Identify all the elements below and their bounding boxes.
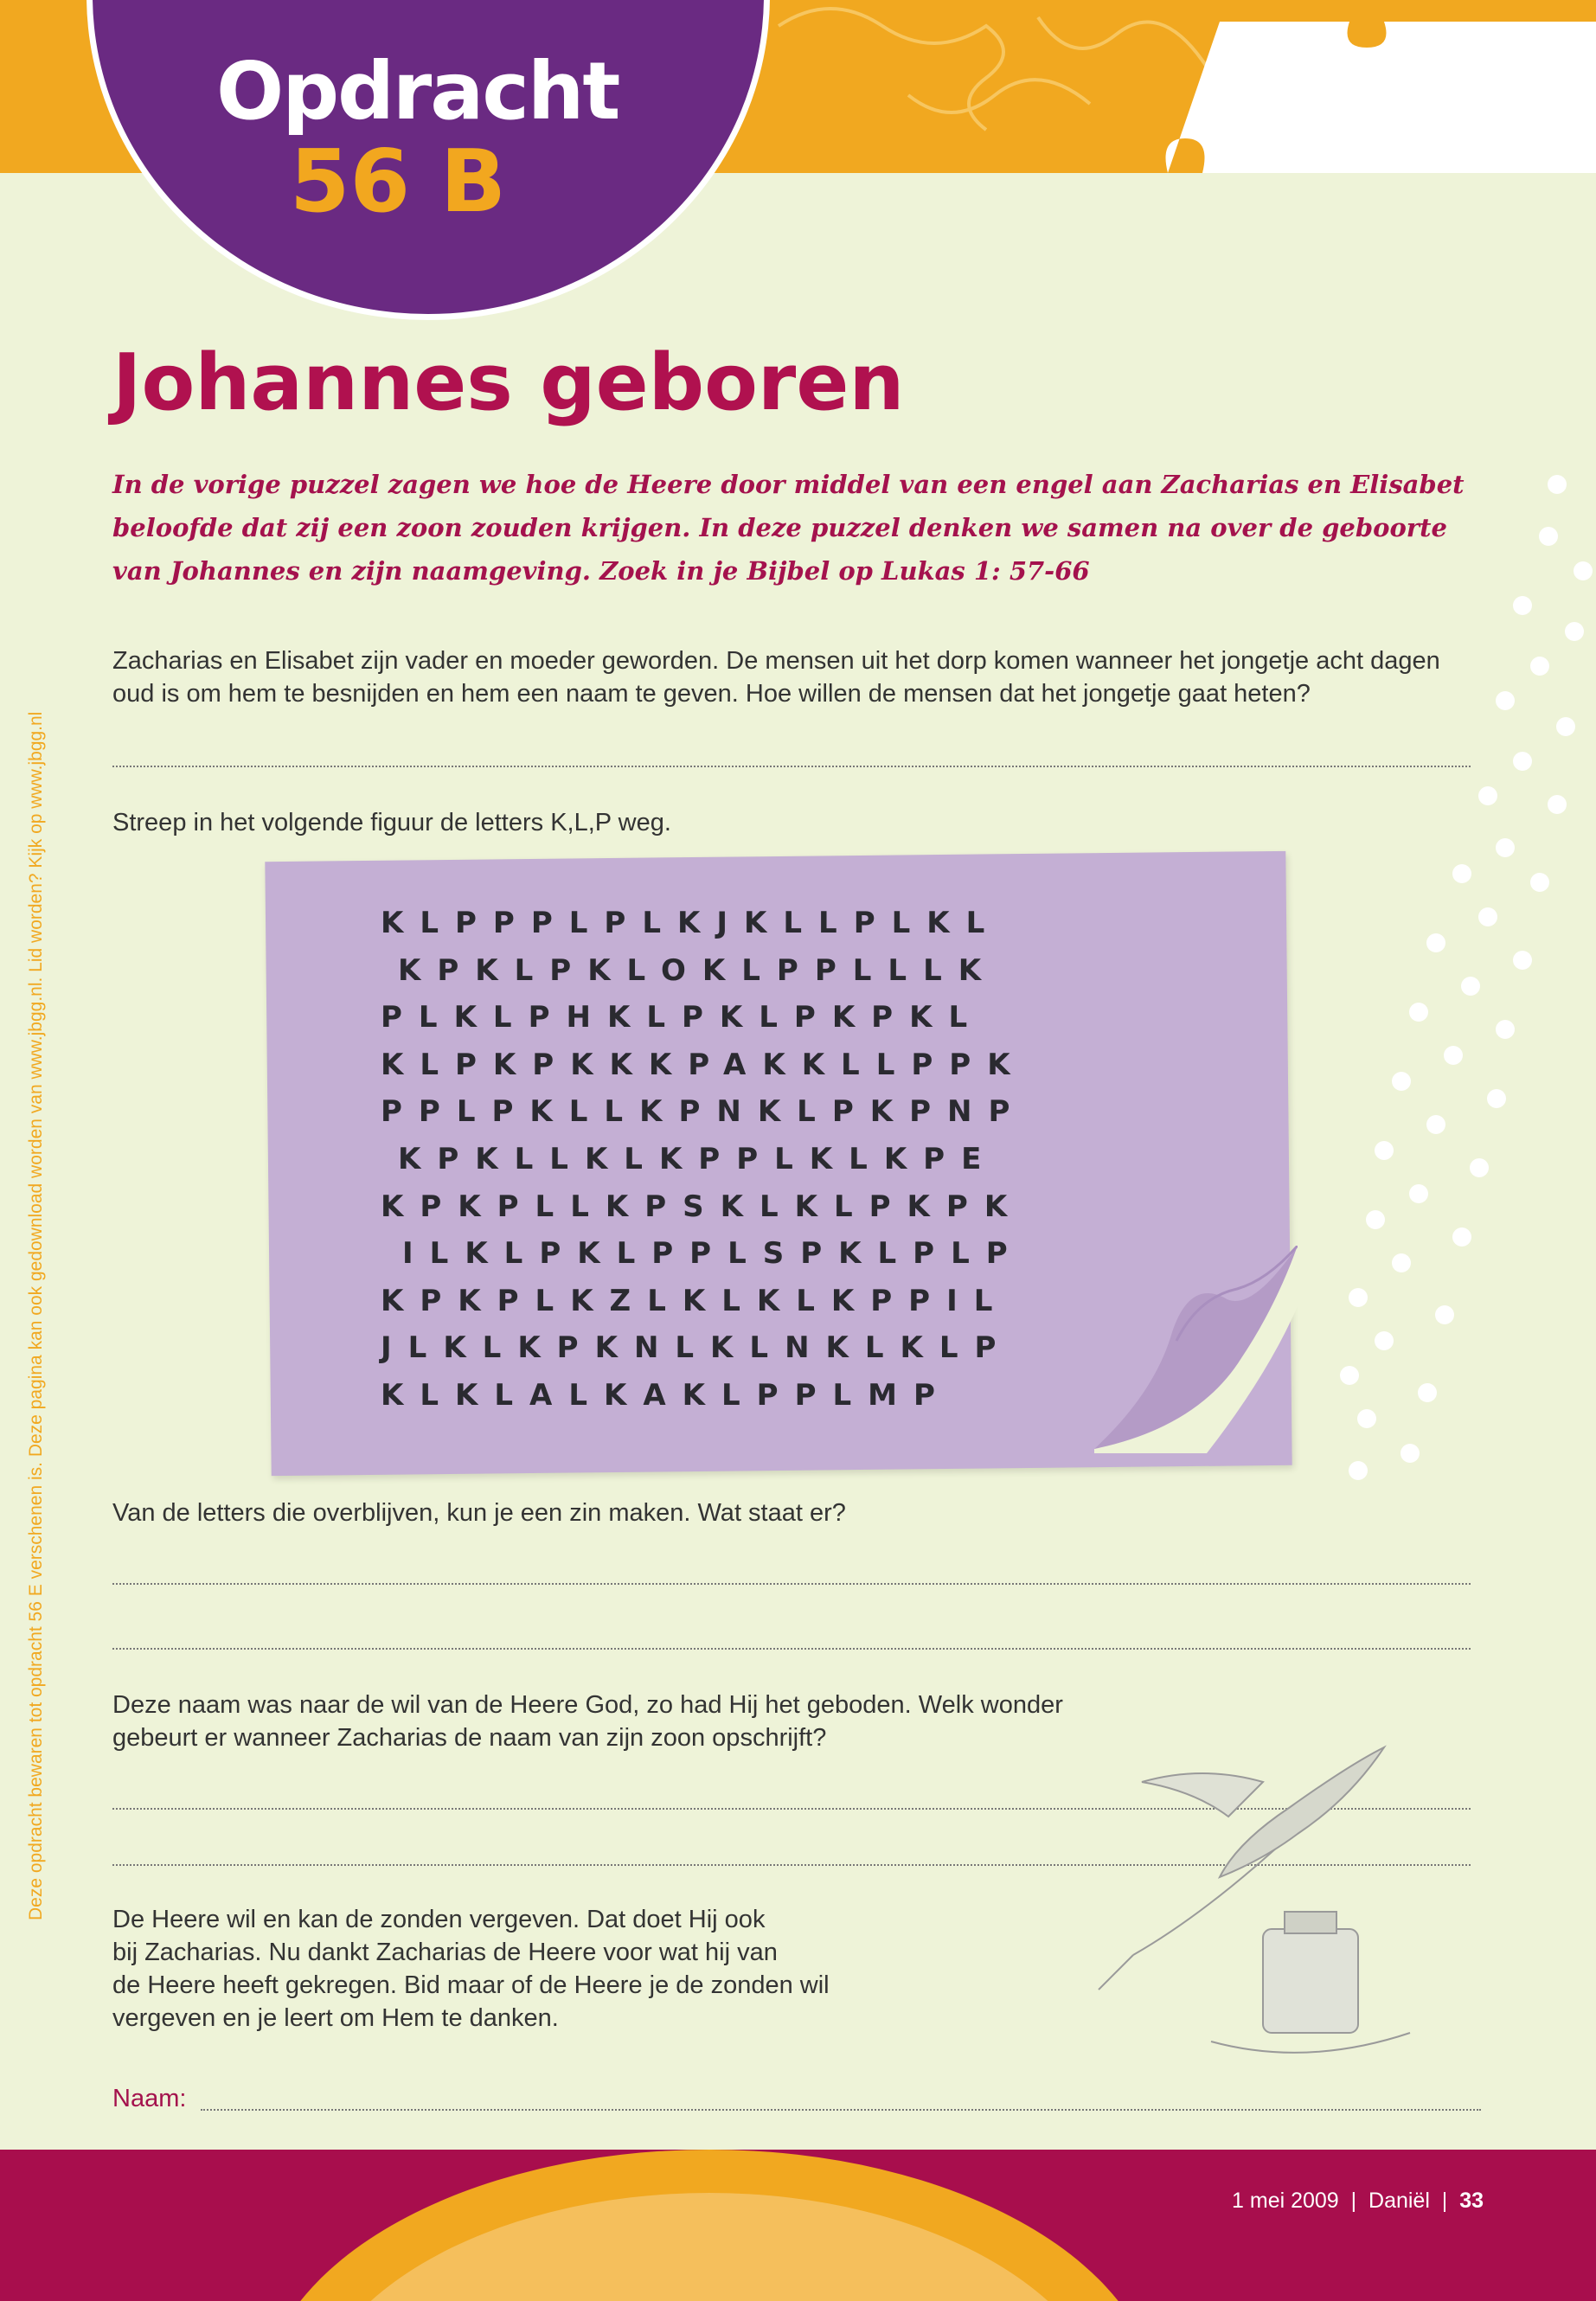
closing-line: De Heere wil en kan de zonden vergeven. Dat doet Hij ook (112, 1906, 766, 1933)
question-2: Van de letters die overblijven, kun je een zin maken. Wat staat er? (112, 1499, 846, 1527)
grid-row: KPKLPKLOKLPPLLLK (398, 952, 998, 988)
name-label: Naam: (112, 2085, 187, 2112)
grid-row: KPKPLLKPSKLKLPKPK (381, 1189, 1024, 1224)
page-curl (1094, 1246, 1298, 1453)
footer-info (1232, 2189, 1484, 2214)
answer-line-2[interactable] (112, 1583, 1471, 1585)
grid-row: KLKLALKAKLPPLMP (381, 1377, 952, 1413)
puzzle-instruction: Streep in het volgende figuur de letters K,L,P weg. (112, 809, 671, 836)
grid-row: KLPKPKKKPAKKLLPPK (381, 1047, 1027, 1082)
grid-row: PPLPKLLKPNKLPKPNP (381, 1094, 1027, 1130)
closing-text (112, 1903, 1488, 2035)
letter-grid (381, 900, 1027, 1420)
question-3: Deze naam was naar de wil van de Heere God, zo had Hij het geboden. Welk wonder gebeurt er wanneer Zacharias de naam van zijn zoon opschrijft? (112, 1691, 1063, 1752)
footer-separator: | (1435, 2189, 1454, 2213)
footer-separator: | (1344, 2189, 1363, 2213)
badge-number: 56 B (289, 131, 507, 232)
closing-line: vergeven en je leert om Hem te danken. (112, 2004, 559, 2032)
closing-line: de Heere heeft gekregen. Bid maar of de Heere je de zonden wil (112, 1971, 830, 1999)
grid-row: JLKLKPKNLKLNKLKLP (381, 1330, 1013, 1366)
grid-row: KLPPPLPLKJKLLPLKL (381, 906, 1002, 940)
grid-row: ILKLPKLPPLSPKLPLP (402, 1236, 1024, 1272)
footer-magazine: Daniël (1368, 2189, 1430, 2213)
grid-row: PLKLPHKLPKLPKPKL (381, 1000, 984, 1035)
answer-line-3[interactable] (112, 1648, 1471, 1650)
grid-row: KPKPLKZLKLKLKPPIL (381, 1283, 1010, 1318)
footer-date: 1 mei 2009 (1232, 2189, 1339, 2213)
footer-band (0, 2150, 1596, 2301)
side-note: Deze opdracht bewaren tot opdracht 56 E verschenen is. Deze pagina kan ook gedownload worden van www.jbgg.nl. Lid worden? Kijk op www.jbgg.nl (26, 711, 46, 1920)
intro-text: In de vorige puzzel zagen we hoe de Heere door middel van een engel aan Zacharias en Elisabet beloofde dat zij een zoon zouden krijgen. In deze puzzel denken we samen na over de geboorte van Johannes en zijn naamgeving. Zoek in je Bijbel op Lukas 1: 57-66 (112, 470, 1465, 586)
page-title: Johannes geboren (112, 337, 905, 428)
answer-line-1[interactable] (112, 766, 1471, 767)
question-1: Zacharias en Elisabet zijn vader en moeder geworden. De mensen uit het dorp komen wanneer het jongetje acht dagen oud is om hem te besnijden en hem een naam te geven. Hoe willen de mensen dat het jongetje gaat heten? (112, 647, 1440, 708)
footer-circles (0, 2150, 1596, 2301)
name-field[interactable] (201, 2109, 1481, 2111)
grid-row: KPKLLKLKPPLKLKPE (398, 1141, 998, 1176)
badge-label: Opdracht (216, 45, 619, 138)
closing-line: bij Zacharias. Nu dankt Zacharias de Heere voor wat hij van (112, 1939, 778, 1966)
page-number: 33 (1459, 2189, 1484, 2213)
